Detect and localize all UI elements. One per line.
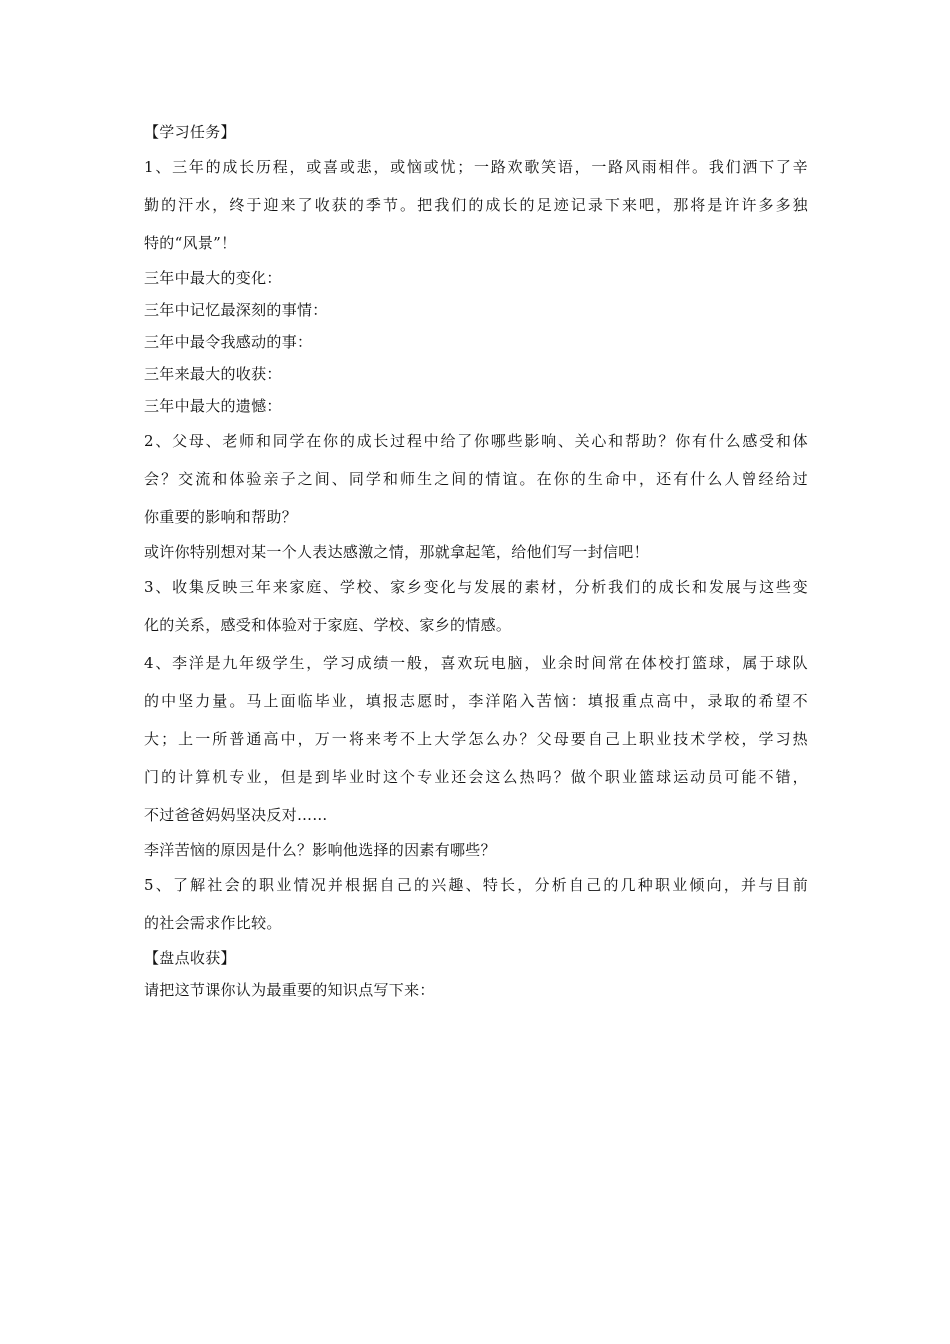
section-heading-study-tasks: 【学习任务】 [144,123,236,141]
paragraph-line: 1、三年的成长历程，或喜或悲，或恼或忧；一路欢歌笑语，一路风雨相伴。我们洒下了辛 [144,158,808,176]
prompt-biggest-gain: 三年来最大的收获： [144,365,282,383]
paragraph-line: 门的计算机专业，但是到毕业时这个专业还会这么热吗？做个职业篮球运动员可能不错， [144,768,808,786]
paragraph-line: 的社会需求作比较。 [144,914,282,932]
paragraph-line: 勤的汗水，终于迎来了收获的季节。把我们的成长的足迹记录下来吧，那将是许许多多独 [144,196,808,214]
paragraph-line: 不过爸爸妈妈坚决反对…… [144,806,328,824]
harvest-prompt: 请把这节课你认为最重要的知识点写下来： [144,981,435,999]
paragraph-line: 特的“风景”！ [144,234,237,252]
paragraph-line: 化的关系，感受和体验对于家庭、学校、家乡的情感。 [144,616,512,634]
paragraph-line: 你重要的影响和帮助？ [144,508,298,526]
paragraph-line: 2、父母、老师和同学在你的成长过程中给了你哪些影响、关心和帮助？你有什么感受和体 [144,432,808,450]
document-body [144,116,808,1006]
paragraph-line: 3、收集反映三年来家庭、学校、家乡变化与发展的素材，分析我们的成长和发展与这些变 [144,578,808,596]
paragraph-line: 4、李洋是九年级学生，学习成绩一般，喜欢玩电脑，业余时间常在体校打篮球，属于球队 [144,654,808,672]
section-heading-harvest: 【盘点收获】 [144,949,236,967]
task-item-4 [144,644,808,866]
task-item-3 [144,568,808,644]
paragraph-line: 大；上一所普通高中，万一将来考不上大学怎么办？父母要自己上职业技术学校，学习热 [144,730,808,748]
task-item-5 [144,866,808,942]
prompt-biggest-regret: 三年中最大的遗憾： [144,397,282,415]
case-question: 李洋苦恼的原因是什么？影响他选择的因素有哪些？ [144,841,496,859]
prompt-deepest-memory: 三年中记忆最深刻的事情： [144,301,328,319]
prompt-biggest-change: 三年中最大的变化： [144,269,282,287]
paragraph-line: 5、了解社会的职业情况并根据自己的兴趣、特长，分析自己的几种职业倾向，并与目前 [144,876,808,894]
paragraph-line: 会？交流和体验亲子之间、同学和师生之间的情谊。在你的生命中，还有什么人曾经给过 [144,470,808,488]
task-item-1 [144,148,808,422]
paragraph-line: 的中坚力量。马上面临毕业，填报志愿时，李洋陷入苦恼：填报重点高中，录取的希望不 [144,692,808,710]
task-item-2 [144,422,808,568]
prompt-most-moving: 三年中最令我感动的事： [144,333,313,351]
gratitude-letter-prompt: 或许你特别想对某一个人表达感激之情，那就拿起笔，给他们写一封信吧！ [144,543,649,561]
